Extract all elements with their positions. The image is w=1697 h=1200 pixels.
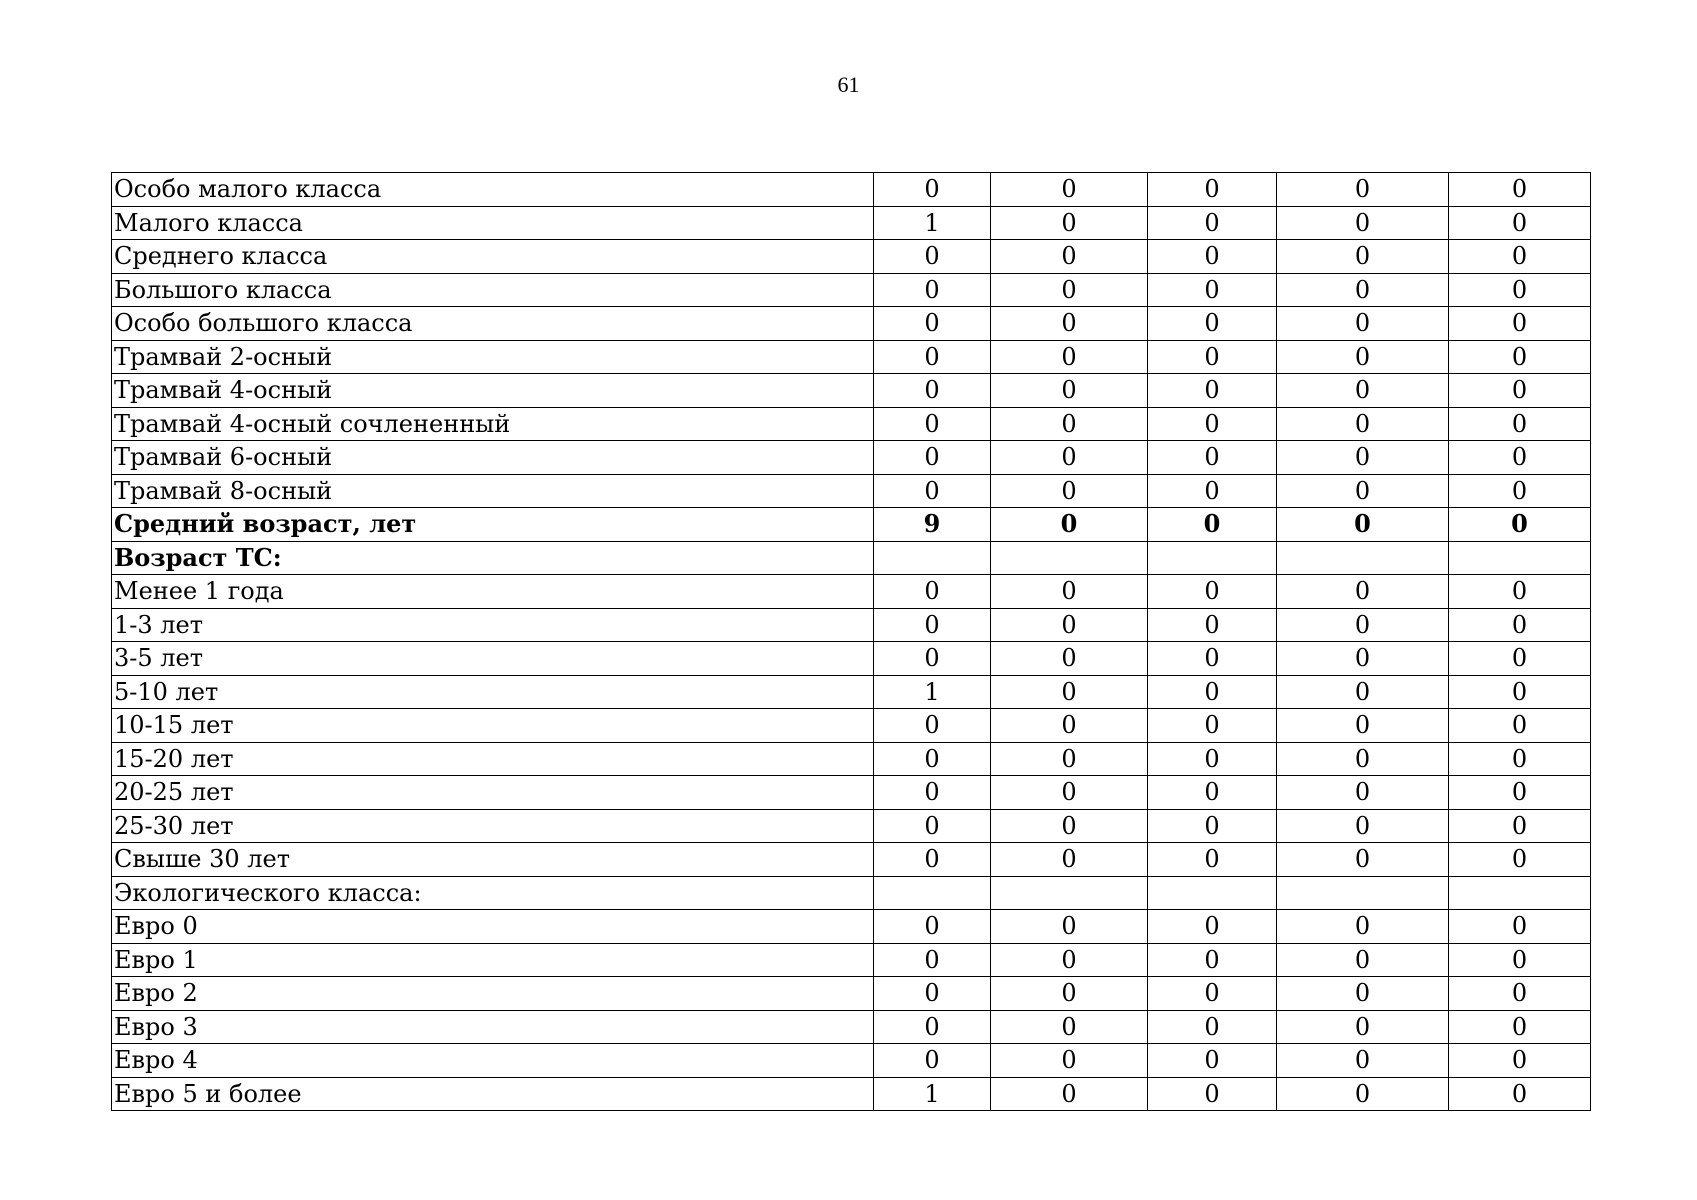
cell-value: 0 <box>1277 776 1449 810</box>
cell-value: 0 <box>1148 1010 1277 1044</box>
table-row <box>112 541 1591 575</box>
cell-value: 0 <box>1148 608 1277 642</box>
cell-value: 0 <box>1449 173 1591 207</box>
row-label: Евро 0 <box>112 910 874 944</box>
cell-value: 0 <box>1277 441 1449 475</box>
cell-value: 0 <box>874 709 991 743</box>
cell-value: 0 <box>1449 474 1591 508</box>
cell-value: 0 <box>991 240 1148 274</box>
table-row <box>112 876 1591 910</box>
row-label: Средний возраст, лет <box>112 508 874 542</box>
table-row <box>112 240 1591 274</box>
row-label: Евро 3 <box>112 1010 874 1044</box>
cell-value: 0 <box>1148 675 1277 709</box>
cell-value: 0 <box>1277 843 1449 877</box>
cell-value: 0 <box>874 340 991 374</box>
row-label: Менее 1 года <box>112 575 874 609</box>
cell-value: 0 <box>991 608 1148 642</box>
cell-value: 0 <box>874 374 991 408</box>
table-row <box>112 206 1591 240</box>
cell-value: 0 <box>1277 742 1449 776</box>
table-row <box>112 374 1591 408</box>
cell-value: 0 <box>1148 742 1277 776</box>
cell-value: 0 <box>1148 977 1277 1011</box>
cell-value: 0 <box>991 809 1148 843</box>
cell-value: 0 <box>874 742 991 776</box>
table-row <box>112 675 1591 709</box>
cell-value: 0 <box>991 340 1148 374</box>
cell-value: 0 <box>991 206 1148 240</box>
page-number: 61 <box>837 72 860 97</box>
row-label: 10-15 лет <box>112 709 874 743</box>
cell-value: 0 <box>874 910 991 944</box>
table-row <box>112 709 1591 743</box>
cell-value: 0 <box>991 1044 1148 1078</box>
cell-value: 0 <box>1277 575 1449 609</box>
cell-value: 0 <box>1148 910 1277 944</box>
table-row <box>112 307 1591 341</box>
cell-value: 0 <box>1449 374 1591 408</box>
cell-value: 0 <box>1148 307 1277 341</box>
cell-value: 0 <box>1148 575 1277 609</box>
cell-value: 0 <box>1148 1077 1277 1111</box>
cell-value: 0 <box>1277 474 1449 508</box>
cell-value: 0 <box>874 977 991 1011</box>
row-label: Экологического класса: <box>112 876 874 910</box>
cell-value: 0 <box>1277 508 1449 542</box>
cell-value: 0 <box>874 843 991 877</box>
row-label: Евро 5 и более <box>112 1077 874 1111</box>
cell-value: 0 <box>1148 642 1277 676</box>
cell-value: 0 <box>874 1044 991 1078</box>
cell-value: 0 <box>874 1010 991 1044</box>
cell-value: 0 <box>991 642 1148 676</box>
cell-value: 0 <box>1148 508 1277 542</box>
cell-value: 0 <box>1449 742 1591 776</box>
cell-value: 0 <box>1449 206 1591 240</box>
cell-value: 0 <box>991 575 1148 609</box>
table-row <box>112 340 1591 374</box>
table-row <box>112 843 1591 877</box>
cell-value: 0 <box>1148 776 1277 810</box>
cell-value: 0 <box>1277 642 1449 676</box>
cell-value: 9 <box>874 508 991 542</box>
cell-value: 0 <box>1277 307 1449 341</box>
cell-value: 0 <box>1148 407 1277 441</box>
cell-value <box>874 541 991 575</box>
cell-value <box>1148 876 1277 910</box>
cell-value: 0 <box>1449 307 1591 341</box>
cell-value: 0 <box>1449 675 1591 709</box>
cell-value: 0 <box>1449 809 1591 843</box>
cell-value: 0 <box>1449 642 1591 676</box>
cell-value: 0 <box>1148 374 1277 408</box>
table-row <box>112 508 1591 542</box>
cell-value: 0 <box>1277 374 1449 408</box>
cell-value: 0 <box>1449 407 1591 441</box>
cell-value: 0 <box>991 675 1148 709</box>
cell-value: 0 <box>1277 1077 1449 1111</box>
cell-value: 0 <box>1148 173 1277 207</box>
cell-value <box>991 876 1148 910</box>
cell-value: 0 <box>1277 1010 1449 1044</box>
table-row <box>112 441 1591 475</box>
cell-value: 0 <box>874 273 991 307</box>
row-label: Трамвай 4-осный <box>112 374 874 408</box>
cell-value: 0 <box>991 910 1148 944</box>
cell-value: 0 <box>1277 1044 1449 1078</box>
cell-value: 1 <box>874 675 991 709</box>
cell-value: 0 <box>874 441 991 475</box>
cell-value: 0 <box>1277 977 1449 1011</box>
cell-value: 0 <box>874 642 991 676</box>
cell-value <box>1148 541 1277 575</box>
cell-value: 0 <box>1449 273 1591 307</box>
table-row <box>112 1010 1591 1044</box>
cell-value: 0 <box>991 1010 1148 1044</box>
cell-value: 0 <box>1148 340 1277 374</box>
cell-value: 0 <box>874 809 991 843</box>
cell-value: 0 <box>1449 340 1591 374</box>
cell-value: 0 <box>991 742 1148 776</box>
cell-value: 0 <box>874 173 991 207</box>
cell-value: 0 <box>874 407 991 441</box>
cell-value: 0 <box>991 508 1148 542</box>
table-row <box>112 742 1591 776</box>
cell-value: 0 <box>991 977 1148 1011</box>
table-body <box>112 173 1591 1111</box>
row-label: 1-3 лет <box>112 608 874 642</box>
cell-value: 0 <box>991 474 1148 508</box>
cell-value <box>991 541 1148 575</box>
cell-value <box>874 876 991 910</box>
table-row <box>112 407 1591 441</box>
cell-value: 0 <box>991 1077 1148 1111</box>
row-label: Свыше 30 лет <box>112 843 874 877</box>
table-row <box>112 173 1591 207</box>
row-label: 15-20 лет <box>112 742 874 776</box>
table-row <box>112 608 1591 642</box>
table-row <box>112 776 1591 810</box>
cell-value: 0 <box>991 407 1148 441</box>
table-row <box>112 943 1591 977</box>
row-label: 5-10 лет <box>112 675 874 709</box>
cell-value: 0 <box>1148 843 1277 877</box>
cell-value: 0 <box>1148 474 1277 508</box>
row-label: Среднего класса <box>112 240 874 274</box>
table-row <box>112 809 1591 843</box>
cell-value: 0 <box>991 776 1148 810</box>
row-label: Особо малого класса <box>112 173 874 207</box>
row-label: Евро 1 <box>112 943 874 977</box>
cell-value: 0 <box>1449 575 1591 609</box>
cell-value: 0 <box>874 776 991 810</box>
row-label: Трамвай 8-осный <box>112 474 874 508</box>
cell-value: 0 <box>991 273 1148 307</box>
row-label: Возраст ТС: <box>112 541 874 575</box>
cell-value: 0 <box>874 943 991 977</box>
cell-value: 0 <box>1148 709 1277 743</box>
cell-value: 0 <box>991 943 1148 977</box>
cell-value: 0 <box>1277 608 1449 642</box>
cell-value: 0 <box>1277 173 1449 207</box>
cell-value: 0 <box>991 709 1148 743</box>
table-row <box>112 977 1591 1011</box>
cell-value: 0 <box>1148 240 1277 274</box>
cell-value: 0 <box>874 307 991 341</box>
cell-value: 0 <box>1449 776 1591 810</box>
cell-value: 0 <box>1449 843 1591 877</box>
table-row <box>112 1044 1591 1078</box>
cell-value <box>1449 541 1591 575</box>
cell-value: 0 <box>1148 943 1277 977</box>
cell-value: 0 <box>874 608 991 642</box>
cell-value <box>1277 876 1449 910</box>
cell-value: 0 <box>1277 340 1449 374</box>
cell-value: 0 <box>1449 1044 1591 1078</box>
cell-value: 0 <box>1449 608 1591 642</box>
table-row <box>112 575 1591 609</box>
cell-value: 0 <box>1449 943 1591 977</box>
row-label: 25-30 лет <box>112 809 874 843</box>
cell-value: 0 <box>1148 1044 1277 1078</box>
row-label: 3-5 лет <box>112 642 874 676</box>
row-label: Трамвай 6-осный <box>112 441 874 475</box>
cell-value: 0 <box>1277 675 1449 709</box>
cell-value: 0 <box>1148 273 1277 307</box>
cell-value: 0 <box>1449 1010 1591 1044</box>
cell-value: 0 <box>991 441 1148 475</box>
cell-value: 0 <box>1277 206 1449 240</box>
cell-value: 0 <box>1148 809 1277 843</box>
cell-value: 0 <box>991 173 1148 207</box>
cell-value: 1 <box>874 1077 991 1111</box>
cell-value: 0 <box>1449 709 1591 743</box>
cell-value: 0 <box>1277 910 1449 944</box>
table-row <box>112 474 1591 508</box>
cell-value: 0 <box>1148 206 1277 240</box>
row-label: Трамвай 4-осный сочлененный <box>112 407 874 441</box>
row-label: Особо большого класса <box>112 307 874 341</box>
cell-value: 1 <box>874 206 991 240</box>
cell-value: 0 <box>1277 273 1449 307</box>
row-label: Малого класса <box>112 206 874 240</box>
table-row <box>112 642 1591 676</box>
row-label: Евро 2 <box>112 977 874 1011</box>
cell-value: 0 <box>874 474 991 508</box>
cell-value: 0 <box>1449 240 1591 274</box>
cell-value: 0 <box>1449 508 1591 542</box>
cell-value: 0 <box>1277 809 1449 843</box>
table-row <box>112 1077 1591 1111</box>
cell-value: 0 <box>991 307 1148 341</box>
cell-value: 0 <box>1449 1077 1591 1111</box>
cell-value: 0 <box>874 575 991 609</box>
row-label: 20-25 лет <box>112 776 874 810</box>
row-label: Большого класса <box>112 273 874 307</box>
data-table <box>111 172 1591 1111</box>
row-label: Трамвай 2-осный <box>112 340 874 374</box>
cell-value: 0 <box>1449 910 1591 944</box>
cell-value: 0 <box>874 240 991 274</box>
row-label: Евро 4 <box>112 1044 874 1078</box>
cell-value <box>1449 876 1591 910</box>
cell-value: 0 <box>1148 441 1277 475</box>
cell-value: 0 <box>991 374 1148 408</box>
table-row <box>112 910 1591 944</box>
cell-value <box>1277 541 1449 575</box>
cell-value: 0 <box>1277 709 1449 743</box>
cell-value: 0 <box>991 843 1148 877</box>
cell-value: 0 <box>1449 977 1591 1011</box>
cell-value: 0 <box>1277 240 1449 274</box>
cell-value: 0 <box>1449 441 1591 475</box>
table-row <box>112 273 1591 307</box>
cell-value: 0 <box>1277 407 1449 441</box>
cell-value: 0 <box>1277 943 1449 977</box>
